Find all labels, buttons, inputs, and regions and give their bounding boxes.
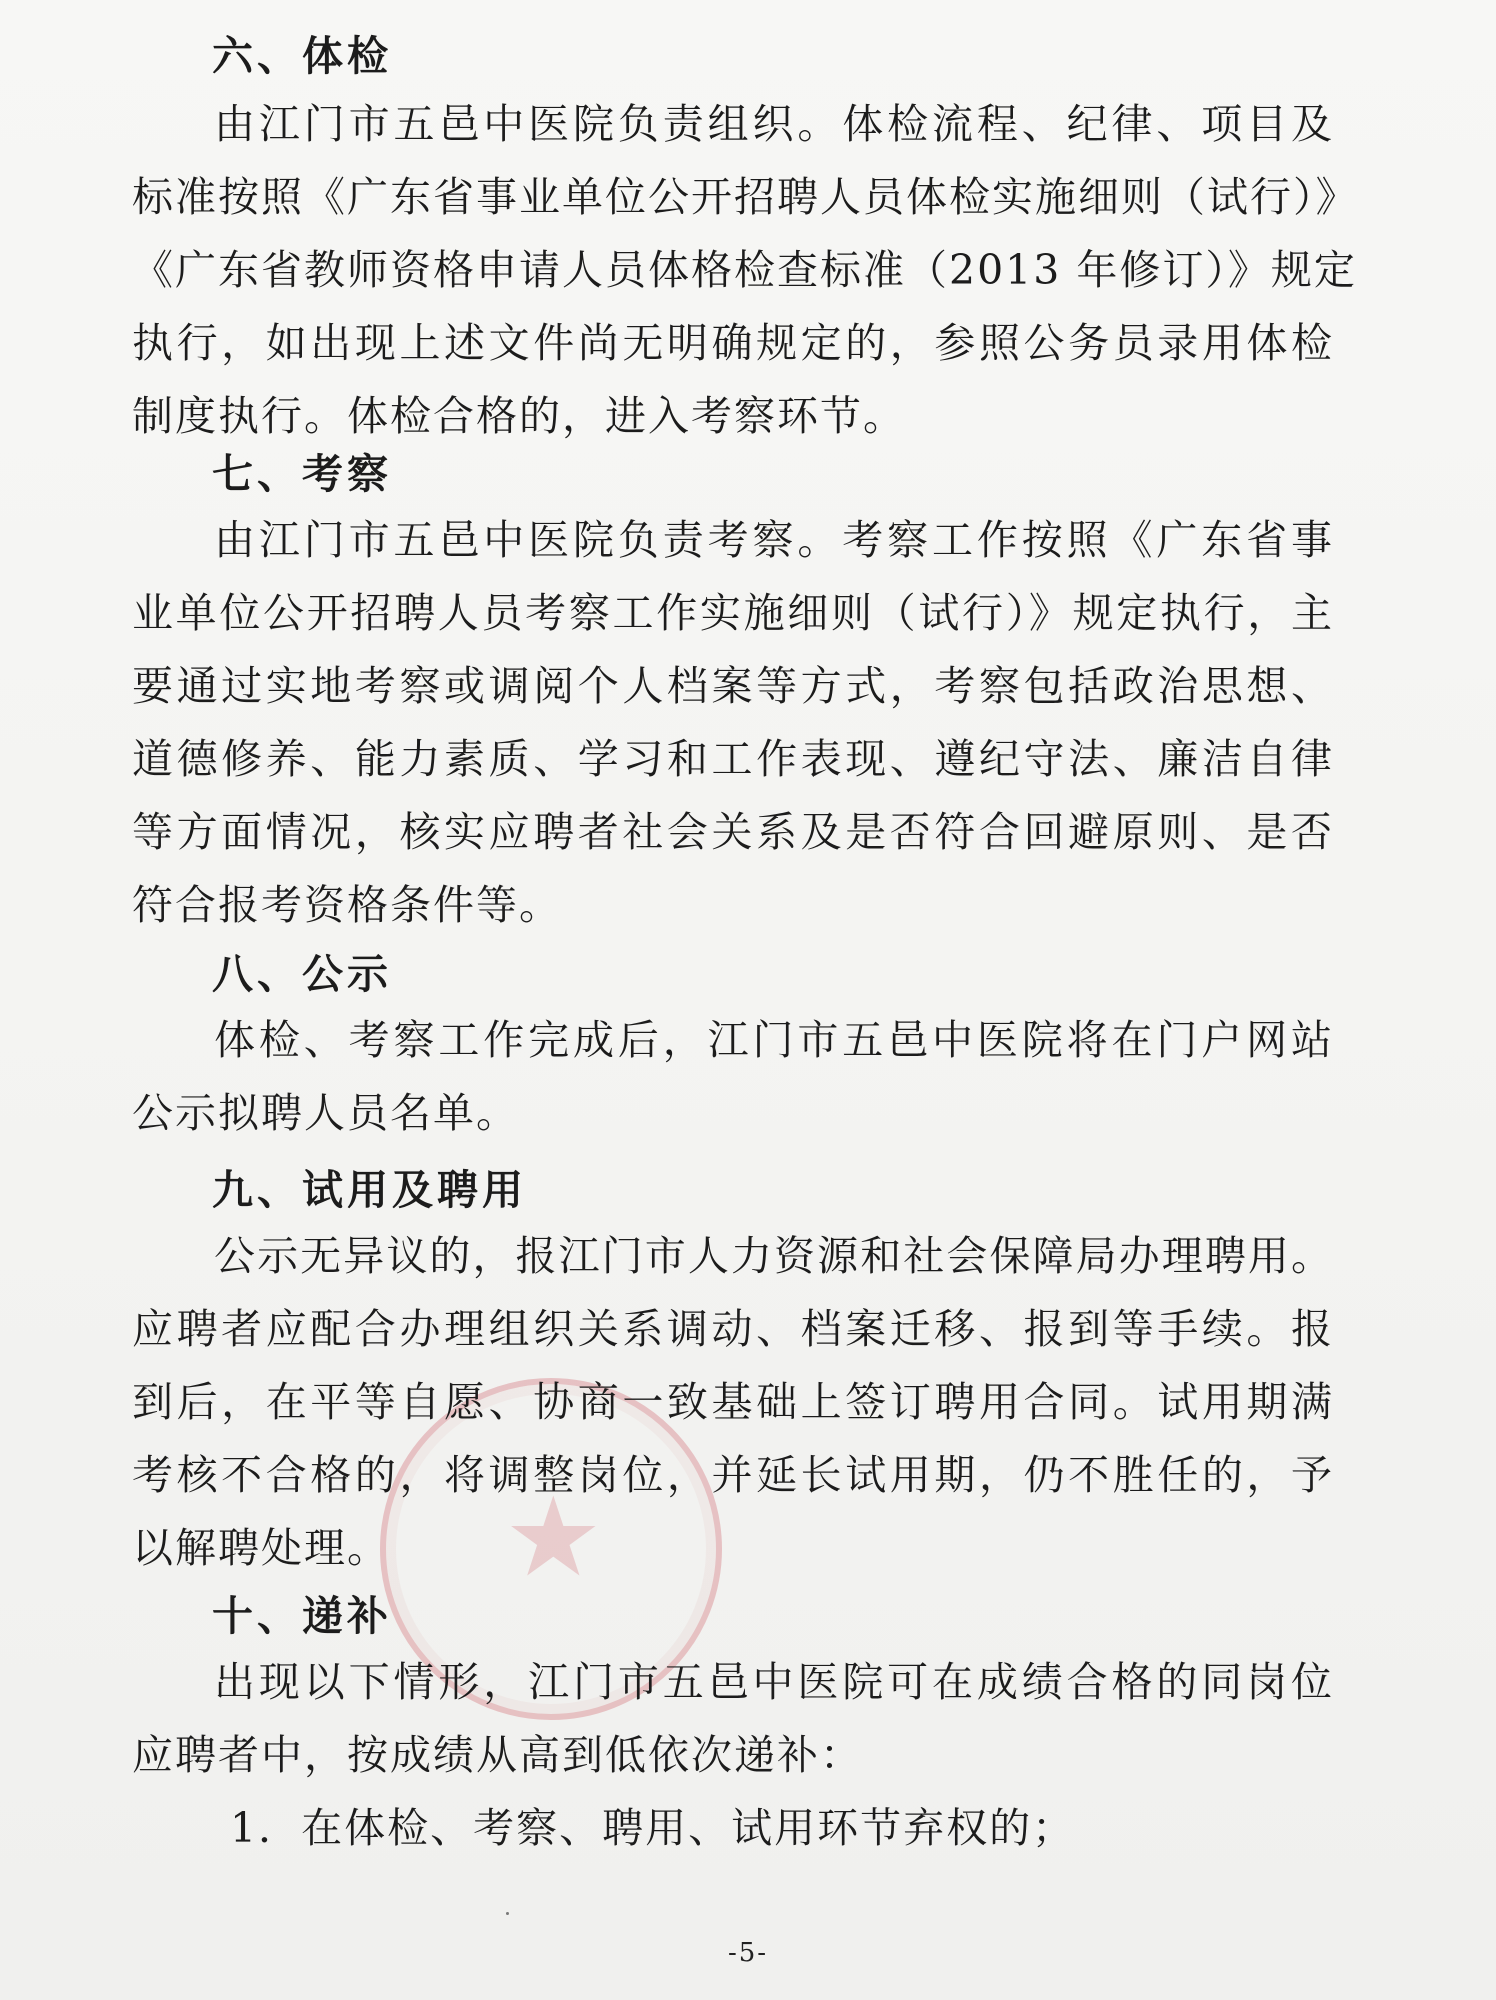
section-8-line: 体检、考察工作完成后，江门市五邑中医院将在门户网站 — [214, 1016, 1334, 1064]
section-7-line: 业单位公开招聘人员考察工作实施细则（试行）》规定执行，主 — [132, 589, 1334, 637]
scan-speck — [506, 1912, 509, 1915]
section-7-line: 符合报考资格条件等。 — [132, 881, 562, 929]
section-9-line: 应聘者应配合办理组织关系调动、档案迁移、报到等手续。报 — [132, 1305, 1334, 1353]
section-9-line: 考核不合格的，将调整岗位，并延长试用期，仍不胜任的，予 — [132, 1451, 1334, 1499]
section-6-line: 由江门市五邑中医院负责组织。体检流程、纪律、项目及 — [214, 100, 1334, 148]
section-6-line: 制度执行。体检合格的，进入考察环节。 — [132, 392, 906, 440]
section-7-heading: 七、考察 — [212, 450, 392, 498]
section-6-line: 《广东省教师资格申请人员体格检查标准（2013 年修订）》规定 — [132, 246, 1357, 294]
section-10-body — [132, 1646, 1334, 1792]
section-8-line: 公示拟聘人员名单。 — [132, 1089, 519, 1137]
section-7-line: 要通过实地考察或调阅个人档案等方式，考察包括政治思想、 — [132, 662, 1334, 710]
section-9-line: 以解聘处理。 — [132, 1524, 390, 1572]
section-7-line: 由江门市五邑中医院负责考察。考察工作按照《广东省事 — [214, 516, 1334, 564]
section-9-line: 公示无异议的，报江门市人力资源和社会保障局办理聘用。 — [214, 1232, 1334, 1280]
section-6-heading: 六、体检 — [212, 32, 392, 80]
section-7-line: 等方面情况，核实应聘者社会关系及是否符合回避原则、是否 — [132, 808, 1334, 856]
section-10-item-1: 1．在体检、考察、聘用、试用环节弃权的； — [230, 1804, 1076, 1852]
section-6-body — [132, 88, 1359, 453]
section-7-line: 道德修养、能力素质、学习和工作表现、遵纪守法、廉洁自律 — [132, 735, 1334, 783]
section-10-heading: 十、递补 — [212, 1592, 392, 1640]
section-7-body — [132, 504, 1334, 942]
seal-star-icon: ★ — [504, 1473, 603, 1601]
section-10-line: 应聘者中，按成绩从高到低依次递补： — [132, 1731, 863, 1779]
section-6-line: 标准按照《广东省事业单位公开招聘人员体检实施细则（试行）》 — [132, 173, 1359, 221]
section-6-line: 执行，如出现上述文件尚无明确规定的，参照公务员录用体检 — [132, 319, 1334, 367]
section-8-heading: 八、公示 — [212, 950, 392, 998]
section-8-body — [132, 1004, 1334, 1150]
section-9-heading: 九、试用及聘用 — [212, 1166, 527, 1214]
section-9-body — [132, 1220, 1334, 1585]
section-10-line: 出现以下情形，江门市五邑中医院可在成绩合格的同岗位 — [214, 1658, 1334, 1706]
section-9-line: 到后，在平等自愿、协商一致基础上签订聘用合同。试用期满 — [132, 1378, 1334, 1426]
page-number: -5- — [727, 1938, 769, 1968]
